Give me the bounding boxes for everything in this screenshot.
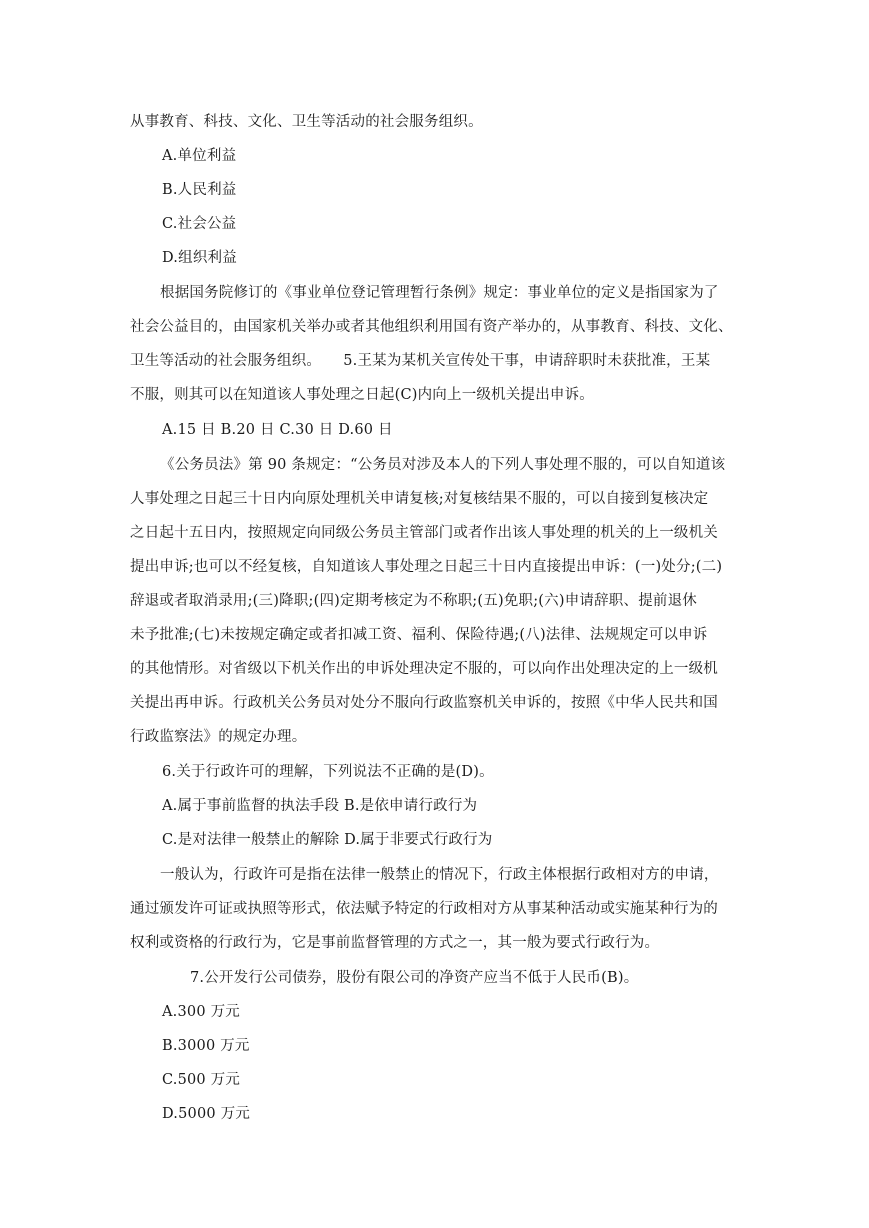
explanation-line: 提出申诉;也可以不经复核，自知道该人事处理之日起三十日内直接提出申诉：(一)处分;(二): [130, 559, 723, 575]
explanation-line: 卫生等活动的社会服务组织。 5.王某为某机关宣传处干事，申请辞职时未获批准，王某: [130, 353, 711, 369]
question-line: 7.公开发行公司债券，股份有限公司的净资产应当不低于人民币(B)。: [190, 970, 639, 986]
option-a: A.300 万元: [162, 1004, 240, 1020]
explanation-line: 之日起十五日内，按照规定向同级公务员主管部门或者作出该人事处理的机关的上一级机关: [130, 525, 718, 541]
option-b: B.3000 万元: [162, 1038, 250, 1054]
explanation-line: 根据国务院修订的《事业单位登记管理暂行条例》规定：事业单位的定义是指国家为了: [160, 285, 719, 301]
explanation-line: 人事处理之日起三十日内向原处理机关申请复核;对复核结果不服的，可以自接到复核决定: [130, 491, 709, 507]
option-a: A.单位利益: [162, 148, 237, 164]
options-line: C.是对法律一般禁止的解除 D.属于非要式行政行为: [162, 832, 493, 848]
explanation-line: 未予批准;(七)未按规定确定或者扣减工资、福利、保险待遇;(八)法律、法规规定可以申诉: [130, 627, 708, 643]
option-d: D.5000 万元: [162, 1106, 251, 1122]
explanation-line: 权利或资格的行政行为，它是事前监督管理的方式之一，其一般为要式行政行为。: [130, 935, 660, 951]
explanation-line: 一般认为，行政许可是指在法律一般禁止的情况下，行政主体根据行政相对方的申请，: [160, 867, 719, 883]
explanation-line: 通过颁发许可证或执照等形式，依法赋予特定的行政相对方从事某种活动或实施某种行为的: [130, 901, 718, 917]
explanation-line: 《公务员法》第 90 条规定：“公务员对涉及本人的下列人事处理不服的，可以自知道该: [160, 457, 726, 473]
explanation-line: 的其他情形。对省级以下机关作出的申诉处理决定不服的，可以向作出处理决定的上一级机: [130, 661, 718, 677]
option-d: D.组织利益: [162, 250, 237, 266]
option-b: B.人民利益: [162, 182, 237, 198]
explanation-line: 关提出再申诉。行政机关公务员对处分不服向行政监察机关申诉的，按照《中华人民共和国: [130, 695, 718, 711]
option-c: C.500 万元: [162, 1072, 241, 1088]
explanation-line: 社会公益目的，由国家机关举办或者其他组织利用国有资产举办的，从事教育、科技、文化、: [130, 319, 733, 335]
options-line: A.属于事前监督的执法手段 B.是依申请行政行为: [162, 798, 478, 814]
option-c: C.社会公益: [162, 216, 237, 232]
options-line: A.15 日 B.20 日 C.30 日 D.60 日: [162, 422, 393, 438]
text-line-1: 从事教育、科技、文化、卫生等活动的社会服务组织。: [130, 114, 483, 130]
question-line: 6.关于行政许可的理解，下列说法不正确的是(D)。: [162, 764, 494, 780]
explanation-line: 辞退或者取消录用;(三)降职;(四)定期考核定为不称职;(五)免职;(六)申请辞职、提前退休: [130, 593, 697, 609]
explanation-line: 行政监察法》的规定办理。: [130, 729, 307, 745]
question-line: 不服，则其可以在知道该人事处理之日起(C)内向上一级机关提出申诉。: [130, 387, 595, 403]
